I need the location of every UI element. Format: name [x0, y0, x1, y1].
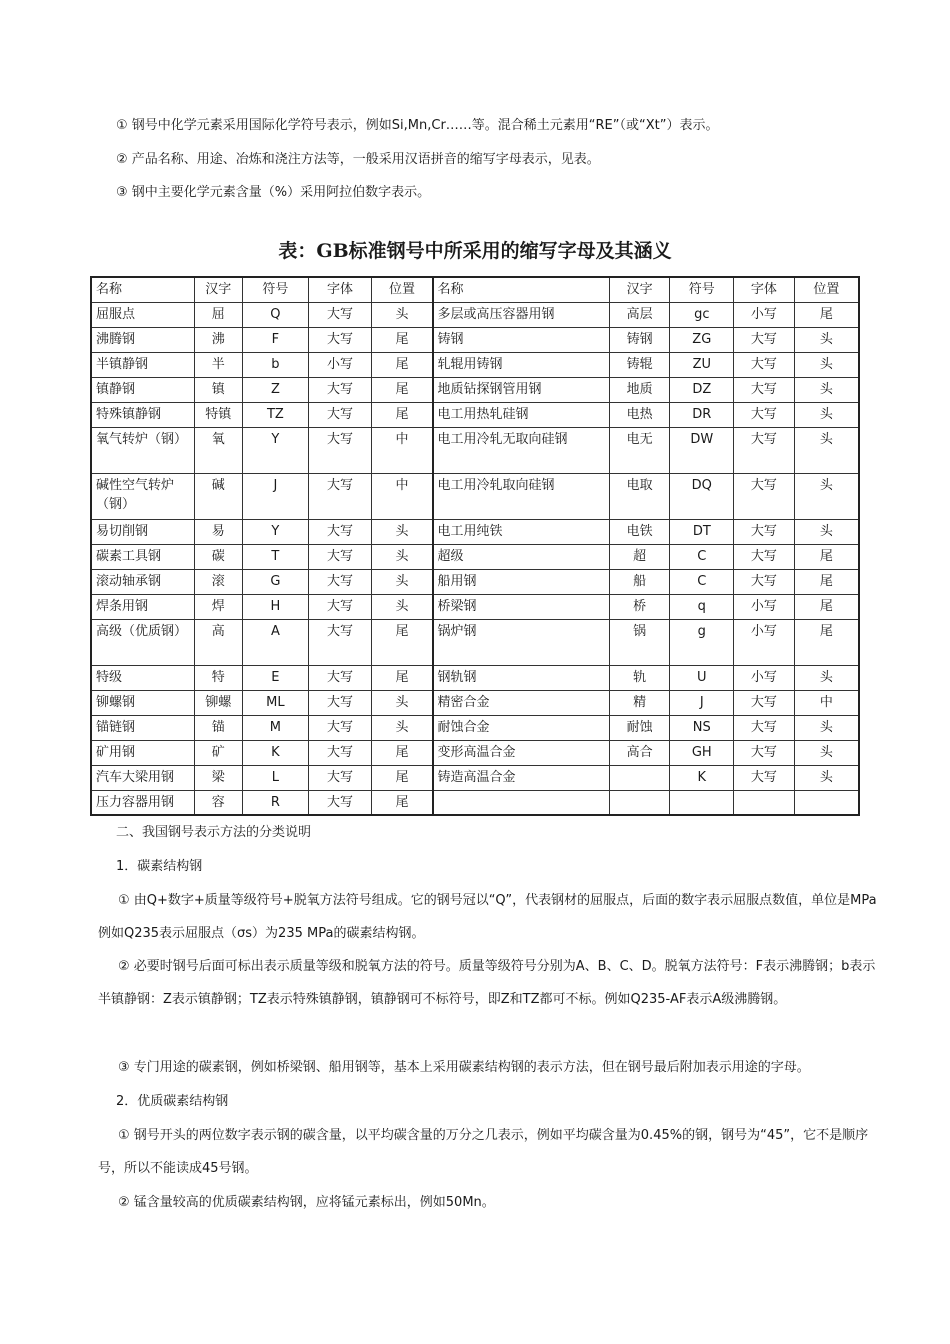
cell-font: 大写 [734, 473, 795, 519]
cell-font: 大写 [734, 352, 795, 377]
cell-hanzi: 易 [194, 519, 243, 544]
table-row [91, 740, 859, 765]
cell-name: 碳素工具钢 [91, 544, 194, 569]
cell-name: 特殊镇静钢 [91, 402, 194, 427]
cell-hanzi: 精 [609, 690, 670, 715]
cell-hanzi: 超 [609, 544, 670, 569]
cell-symbol: ZG [670, 327, 734, 352]
cell-position: 头 [372, 594, 433, 619]
cell-position: 尾 [372, 352, 433, 377]
cell-font: 大写 [734, 740, 795, 765]
table-row [91, 790, 859, 815]
table-row [91, 377, 859, 402]
cell-name: 电工用冷轧无取向硅钢 [433, 427, 610, 473]
cell-position: 头 [794, 427, 859, 473]
cell-hanzi: 容 [194, 790, 243, 815]
cell-name: 精密合金 [433, 690, 610, 715]
header-font: 字体 [308, 277, 372, 302]
cell-name: 半镇静钢 [91, 352, 194, 377]
cell-name: 超级 [433, 544, 610, 569]
cell-font: 小写 [308, 352, 372, 377]
cell-name: 矿用钢 [91, 740, 194, 765]
cell-hanzi: 轨 [609, 665, 670, 690]
cell-symbol: DT [670, 519, 734, 544]
cell-hanzi: 电热 [609, 402, 670, 427]
table-row [91, 352, 859, 377]
cell-position: 尾 [372, 765, 433, 790]
cell-position: 头 [794, 352, 859, 377]
cell-hanzi: 矿 [194, 740, 243, 765]
header-position: 位置 [372, 277, 433, 302]
table-row [91, 473, 859, 519]
cell-position: 头 [372, 544, 433, 569]
table-row [91, 569, 859, 594]
cell-hanzi: 焊 [194, 594, 243, 619]
cell-position: 尾 [372, 790, 433, 815]
cell-position: 尾 [372, 402, 433, 427]
cell-hanzi: 屈 [194, 302, 243, 327]
table-title: 表：GB标准钢号中所采用的缩写字母及其涵义 [278, 240, 672, 262]
cell-hanzi [609, 790, 670, 815]
cell-symbol: DQ [670, 473, 734, 519]
cell-font: 大写 [308, 740, 372, 765]
header-hanzi: 汉字 [609, 277, 670, 302]
cell-name: 地质钻探钢管用钢 [433, 377, 610, 402]
cell-hanzi: 铆螺 [194, 690, 243, 715]
cell-hanzi: 锅 [609, 619, 670, 665]
cell-symbol: b [243, 352, 309, 377]
cell-symbol [670, 790, 734, 815]
cell-font: 大写 [308, 790, 372, 815]
header-name: 名称 [91, 277, 194, 302]
cell-position: 中 [372, 427, 433, 473]
cell-hanzi: 铸钢 [609, 327, 670, 352]
paragraph-carbon-3: ③ 专门用途的碳素钢，例如桥梁钢、船用钢等，基本上采用碳素结构钢的表示方法，但在钢号最后附加表示用途的字母。 [118, 1060, 810, 1075]
cell-hanzi: 半 [194, 352, 243, 377]
cell-position: 尾 [794, 619, 859, 665]
paragraph-carbon-2: ② 必要时钢号后面可标出表示质量等级和脱氧方法的符号。质量等级符号分别为A、B、C、D。脱氧方法符号：F表示沸腾钢；b表示半镇静钢：Z表示镇静钢；TZ表示特殊镇静钢，镇静钢可不标符号，即Z和TZ都可不标。例如Q235-AF表示A级沸腾钢。 [98, 959, 876, 1007]
cell-name: 电工用热轧硅钢 [433, 402, 610, 427]
paragraph-carbon-1: ① 由Q+数字+质量等级符号+脱氧方法符号组成。它的钢号冠以“Q”，代表钢材的屈服点，后面的数字表示屈服点数值，单位是MPa例如Q235表示屈服点（σs）为235 MPa的碳素结构钢。 [98, 893, 877, 941]
cell-position: 头 [372, 715, 433, 740]
cell-symbol: TZ [243, 402, 309, 427]
cell-name: 船用钢 [433, 569, 610, 594]
cell-position: 头 [794, 377, 859, 402]
cell-symbol: DZ [670, 377, 734, 402]
cell-font: 大写 [308, 715, 372, 740]
cell-hanzi: 碱 [194, 473, 243, 519]
cell-name: 铸钢 [433, 327, 610, 352]
cell-font: 大写 [308, 327, 372, 352]
subsection-heading-2: 2．优质碳素结构钢 [116, 1094, 229, 1109]
cell-symbol: A [243, 619, 309, 665]
cell-font: 小写 [734, 619, 795, 665]
cell-position: 尾 [794, 302, 859, 327]
cell-hanzi: 氧 [194, 427, 243, 473]
cell-hanzi: 碳 [194, 544, 243, 569]
cell-name: 铆螺钢 [91, 690, 194, 715]
cell-symbol: T [243, 544, 309, 569]
cell-symbol: ML [243, 690, 309, 715]
cell-font: 大写 [308, 402, 372, 427]
table-header-row [91, 277, 859, 302]
table-body [91, 302, 859, 815]
intro-paragraph-2: ② 产品名称、用途、冶炼和浇注方法等，一般采用汉语拼音的缩写字母表示，见表。 [116, 152, 600, 167]
cell-symbol: H [243, 594, 309, 619]
cell-position: 尾 [372, 665, 433, 690]
cell-name: 氧气转炉（钢） [91, 427, 194, 473]
cell-symbol: J [243, 473, 309, 519]
cell-symbol: ZU [670, 352, 734, 377]
cell-position: 尾 [794, 594, 859, 619]
cell-name: 特级 [91, 665, 194, 690]
cell-font [734, 790, 795, 815]
cell-font: 大写 [308, 765, 372, 790]
table-row [91, 594, 859, 619]
cell-symbol: NS [670, 715, 734, 740]
cell-font: 大写 [734, 519, 795, 544]
cell-name: 桥梁钢 [433, 594, 610, 619]
header-symbol: 符号 [670, 277, 734, 302]
cell-symbol: K [243, 740, 309, 765]
cell-position: 头 [794, 327, 859, 352]
table-row [91, 519, 859, 544]
cell-font: 大写 [308, 665, 372, 690]
cell-symbol: GH [670, 740, 734, 765]
cell-font: 大写 [734, 569, 795, 594]
cell-symbol: C [670, 544, 734, 569]
cell-hanzi: 沸 [194, 327, 243, 352]
cell-font: 大写 [308, 302, 372, 327]
cell-position: 尾 [794, 569, 859, 594]
header-hanzi: 汉字 [194, 277, 243, 302]
cell-name: 多层或高压容器用钢 [433, 302, 610, 327]
cell-position: 头 [794, 740, 859, 765]
cell-hanzi: 高合 [609, 740, 670, 765]
header-name: 名称 [433, 277, 610, 302]
cell-name: 高级（优质钢） [91, 619, 194, 665]
cell-font: 大写 [734, 402, 795, 427]
table-row [91, 327, 859, 352]
cell-position: 尾 [372, 740, 433, 765]
cell-symbol: gc [670, 302, 734, 327]
cell-symbol: L [243, 765, 309, 790]
cell-symbol: C [670, 569, 734, 594]
cell-position: 头 [794, 402, 859, 427]
cell-name: 焊条用钢 [91, 594, 194, 619]
cell-position: 头 [794, 665, 859, 690]
cell-hanzi: 电取 [609, 473, 670, 519]
cell-hanzi: 特 [194, 665, 243, 690]
table-row [91, 765, 859, 790]
cell-font: 小写 [734, 665, 795, 690]
cell-font: 大写 [734, 377, 795, 402]
cell-font: 大写 [308, 473, 372, 519]
cell-name: 变形高温合金 [433, 740, 610, 765]
cell-hanzi: 滚 [194, 569, 243, 594]
table-row [91, 544, 859, 569]
header-position: 位置 [794, 277, 859, 302]
cell-font: 大写 [308, 594, 372, 619]
cell-symbol: E [243, 665, 309, 690]
cell-symbol: G [243, 569, 309, 594]
cell-hanzi: 桥 [609, 594, 670, 619]
cell-font: 大写 [734, 690, 795, 715]
cell-name: 碱性空气转炉（钢） [91, 473, 194, 519]
cell-font: 大写 [734, 327, 795, 352]
cell-symbol: R [243, 790, 309, 815]
cell-position: 头 [372, 302, 433, 327]
cell-name [433, 790, 610, 815]
cell-symbol: F [243, 327, 309, 352]
cell-name: 屈服点 [91, 302, 194, 327]
table-row [91, 665, 859, 690]
cell-symbol: DR [670, 402, 734, 427]
cell-symbol: U [670, 665, 734, 690]
cell-name: 易切削钢 [91, 519, 194, 544]
cell-symbol: DW [670, 427, 734, 473]
cell-name: 电工用纯铁 [433, 519, 610, 544]
subsection-heading-1: 1．碳素结构钢 [116, 859, 203, 874]
cell-font: 大写 [734, 765, 795, 790]
cell-font: 大写 [734, 715, 795, 740]
cell-hanzi: 特镇 [194, 402, 243, 427]
cell-hanzi [609, 765, 670, 790]
cell-symbol: K [670, 765, 734, 790]
paragraph-quality-2: ② 锰含量较高的优质碳素结构钢，应将锰元素标出，例如50Mn。 [118, 1195, 495, 1210]
cell-symbol: g [670, 619, 734, 665]
cell-name: 沸腾钢 [91, 327, 194, 352]
table-row [91, 402, 859, 427]
cell-symbol: Y [243, 519, 309, 544]
cell-position: 头 [794, 765, 859, 790]
cell-font: 大写 [308, 377, 372, 402]
cell-hanzi: 地质 [609, 377, 670, 402]
cell-hanzi: 船 [609, 569, 670, 594]
cell-hanzi: 锚 [194, 715, 243, 740]
cell-position: 头 [372, 690, 433, 715]
header-font: 字体 [734, 277, 795, 302]
cell-position: 头 [794, 715, 859, 740]
cell-font: 大写 [308, 519, 372, 544]
cell-symbol: Z [243, 377, 309, 402]
paragraph-quality-1: ① 钢号开头的两位数字表示钢的碳含量，以平均碳含量的万分之几表示，例如平均碳含量为0.45%的钢，钢号为“45”，它不是顺序号，所以不能读成45号钢。 [98, 1128, 869, 1176]
cell-position: 中 [794, 690, 859, 715]
cell-hanzi: 高 [194, 619, 243, 665]
table-row [91, 302, 859, 327]
table-row [91, 619, 859, 665]
cell-font: 大写 [308, 427, 372, 473]
cell-position: 头 [372, 519, 433, 544]
cell-hanzi: 高层 [609, 302, 670, 327]
cell-font: 小写 [734, 302, 795, 327]
cell-name: 汽车大梁用钢 [91, 765, 194, 790]
cell-position: 尾 [372, 619, 433, 665]
cell-position: 尾 [794, 544, 859, 569]
cell-symbol: Q [243, 302, 309, 327]
cell-hanzi: 铸辊 [609, 352, 670, 377]
cell-symbol: J [670, 690, 734, 715]
cell-font: 小写 [734, 594, 795, 619]
intro-paragraph-3: ③ 钢中主要化学元素含量（%）采用阿拉伯数字表示。 [116, 185, 431, 200]
table-row [91, 427, 859, 473]
table-row [91, 715, 859, 740]
cell-symbol: q [670, 594, 734, 619]
cell-position: 中 [372, 473, 433, 519]
cell-font: 大写 [734, 544, 795, 569]
cell-position: 头 [794, 473, 859, 519]
cell-hanzi: 耐蚀 [609, 715, 670, 740]
cell-name: 电工用冷轧取向硅钢 [433, 473, 610, 519]
cell-font: 大写 [308, 544, 372, 569]
cell-position: 头 [372, 569, 433, 594]
cell-name: 轧辊用铸钢 [433, 352, 610, 377]
cell-name: 铸造高温合金 [433, 765, 610, 790]
section-heading: 二、我国钢号表示方法的分类说明 [116, 825, 312, 840]
cell-font: 大写 [308, 619, 372, 665]
header-symbol: 符号 [243, 277, 309, 302]
intro-paragraph-1: ① 钢号中化学元素采用国际化学符号表示，例如Si,Mn,Cr……等。混合稀土元素用“RE”（或“Xt”）表示。 [116, 118, 719, 133]
cell-position [794, 790, 859, 815]
cell-name: 锚链钢 [91, 715, 194, 740]
cell-position: 尾 [372, 327, 433, 352]
cell-name: 镇静钢 [91, 377, 194, 402]
cell-name: 锅炉钢 [433, 619, 610, 665]
cell-hanzi: 电无 [609, 427, 670, 473]
cell-font: 大写 [308, 569, 372, 594]
abbreviation-table [90, 276, 860, 816]
cell-symbol: M [243, 715, 309, 740]
cell-font: 大写 [308, 690, 372, 715]
table-row [91, 690, 859, 715]
cell-hanzi: 梁 [194, 765, 243, 790]
cell-position: 头 [794, 519, 859, 544]
cell-name: 耐蚀合金 [433, 715, 610, 740]
cell-name: 钢轨钢 [433, 665, 610, 690]
cell-hanzi: 镇 [194, 377, 243, 402]
cell-name: 压力容器用钢 [91, 790, 194, 815]
cell-hanzi: 电铁 [609, 519, 670, 544]
cell-name: 滚动轴承钢 [91, 569, 194, 594]
cell-symbol: Y [243, 427, 309, 473]
cell-position: 尾 [372, 377, 433, 402]
cell-font: 大写 [734, 427, 795, 473]
